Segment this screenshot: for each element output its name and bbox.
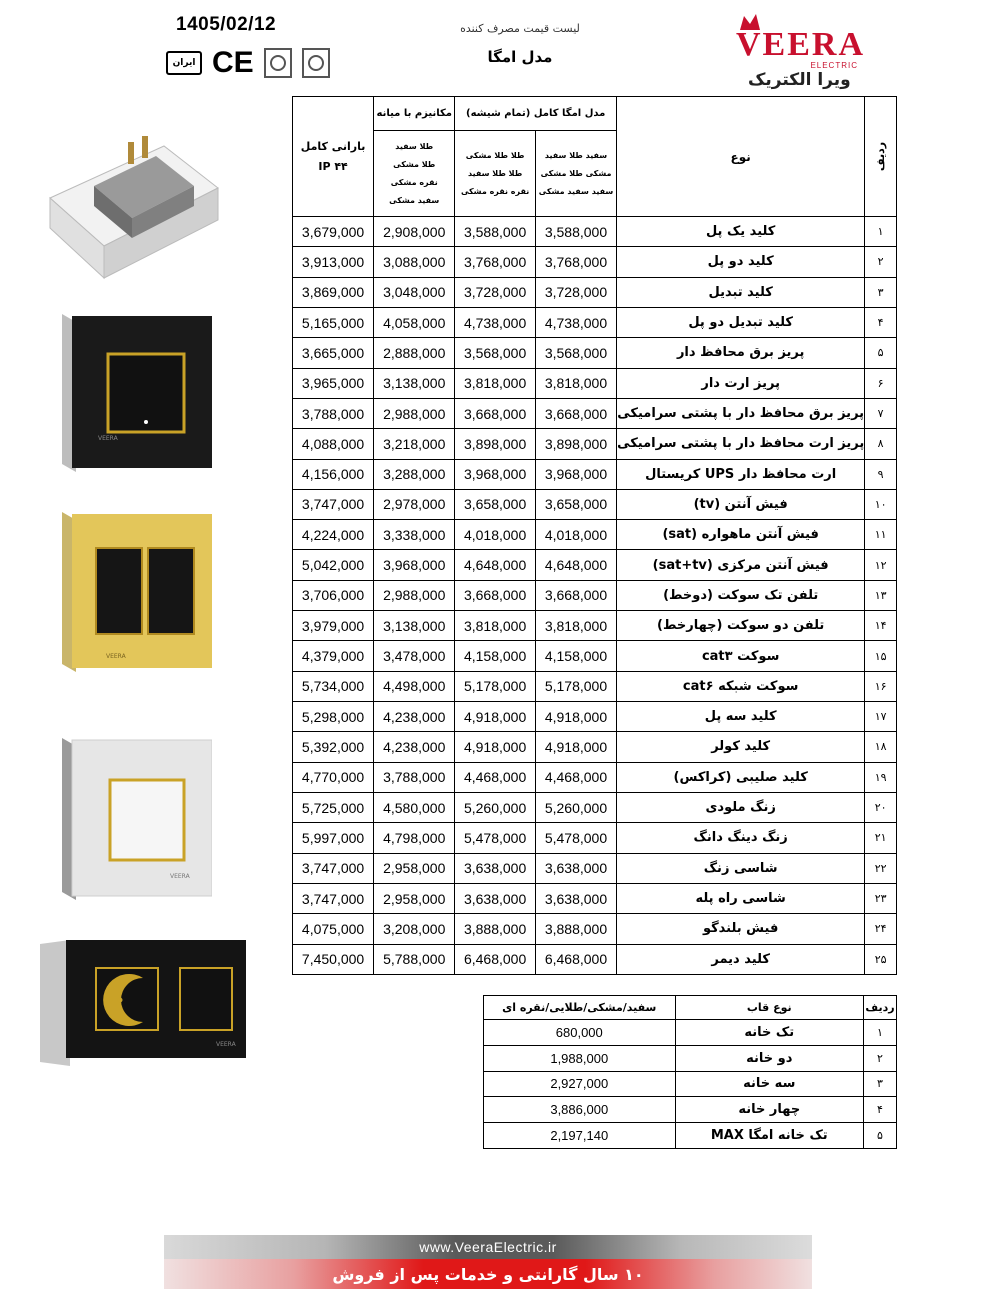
price-omega-1: 3,818,000 (535, 368, 616, 398)
table-row (484, 1097, 897, 1123)
price-mechanism: 3,288,000 (374, 459, 455, 489)
price-rain-full: 7,450,000 (293, 944, 374, 974)
price-omega-2: 4,918,000 (455, 732, 536, 762)
table-row (293, 762, 897, 792)
price-omega-1: 3,638,000 (535, 853, 616, 883)
table-row (293, 944, 897, 974)
price-omega-2: 3,638,000 (455, 883, 536, 913)
svg-text:VEERA: VEERA (170, 873, 190, 880)
frame-type-name: دو خانه (675, 1045, 863, 1071)
warranty-slogan: ۱۰ سال گارانتی و خدمات پس از فروش (332, 1264, 644, 1284)
iso-certificate-icon (264, 48, 292, 78)
frame-row-index: ۲ (863, 1045, 896, 1071)
price-omega-2: 3,638,000 (455, 853, 536, 883)
model-title: مدل امگا (487, 48, 553, 66)
product-name: تلفن تک سوکت (دوخط) (617, 580, 865, 610)
price-omega-2: 4,918,000 (455, 702, 536, 732)
product-name: کلید تبدیل (617, 277, 865, 307)
frame-header-index: ردیف (863, 996, 896, 1020)
table-row (293, 914, 897, 944)
price-omega-2: 3,968,000 (455, 459, 536, 489)
mechanism-color-line: سفید مشکی (389, 195, 440, 205)
product-name: پریز ارت دار (617, 368, 865, 398)
price-mechanism: 2,988,000 (374, 398, 455, 428)
frame-type-name: تک خانه (675, 1020, 863, 1046)
price-rain-full: 5,165,000 (293, 307, 374, 337)
product-name: کلید یک پل (617, 217, 865, 247)
row-index: ۲۵ (865, 944, 897, 974)
frame-type-name: تک خانه امگا MAX (675, 1123, 863, 1149)
price-omega-1: 3,668,000 (535, 398, 616, 428)
price-omega-2: 3,668,000 (455, 580, 536, 610)
product-name: پریز ارت محافظ دار با پشتی سرامیکی (617, 429, 865, 459)
price-mechanism: 2,978,000 (374, 489, 455, 519)
row-index: ۱۳ (865, 580, 897, 610)
svg-text:VEERA: VEERA (98, 435, 118, 442)
table-row (293, 429, 897, 459)
price-omega-1: 5,178,000 (535, 671, 616, 701)
price-omega-2: 3,898,000 (455, 429, 536, 459)
row-index: ۱۱ (865, 520, 897, 550)
omega-color-line: سفید سفید مشکی (538, 186, 614, 196)
table-row (484, 1123, 897, 1149)
price-omega-1: 3,968,000 (535, 459, 616, 489)
row-index: ۳ (865, 277, 897, 307)
price-omega-1: 4,468,000 (535, 762, 616, 792)
table-row (293, 732, 897, 762)
price-mechanism: 3,218,000 (374, 429, 455, 459)
frame-row-index: ۳ (863, 1071, 896, 1097)
logo-persian-text: ویرا الکتریک (748, 70, 851, 90)
header-index (865, 97, 897, 217)
frame-row-index: ۵ (863, 1123, 896, 1149)
price-rain-full: 3,869,000 (293, 277, 374, 307)
omega-color-line: سفید طلا سفید (544, 150, 608, 160)
row-index: ۵ (865, 338, 897, 368)
product-name: پریز برق محافظ دار با پشتی سرامیکی (617, 398, 865, 428)
price-omega-2: 3,768,000 (455, 247, 536, 277)
price-omega-1: 3,768,000 (535, 247, 616, 277)
product-name: کلید تبدیل دو پل (617, 307, 865, 337)
omega-price-table (292, 96, 897, 975)
row-index: ۶ (865, 368, 897, 398)
price-mechanism: 2,958,000 (374, 853, 455, 883)
price-omega-1: 4,018,000 (535, 520, 616, 550)
price-rain-full: 3,965,000 (293, 368, 374, 398)
price-rain-full: 3,747,000 (293, 489, 374, 519)
price-omega-2: 3,728,000 (455, 277, 536, 307)
table-row (293, 550, 897, 580)
frame-type-name: سه خانه (675, 1071, 863, 1097)
header-type: نوع (617, 97, 865, 217)
price-omega-1: 4,918,000 (535, 732, 616, 762)
row-index: ۲۱ (865, 823, 897, 853)
price-omega-2: 3,818,000 (455, 611, 536, 641)
price-omega-2: 3,668,000 (455, 398, 536, 428)
product-name: کلید دیمر (617, 944, 865, 974)
price-rain-full: 3,706,000 (293, 580, 374, 610)
price-mechanism: 3,138,000 (374, 368, 455, 398)
row-index: ۹ (865, 459, 897, 489)
price-omega-1: 3,658,000 (535, 489, 616, 519)
price-rain-full: 4,156,000 (293, 459, 374, 489)
logo-brand-text: VEERA (736, 26, 866, 63)
omega-color-line: طلا طلا مشکی (465, 150, 525, 160)
price-mechanism: 4,238,000 (374, 702, 455, 732)
footer-url-bar (164, 1235, 812, 1259)
frame-price-table (483, 995, 897, 1149)
price-rain-full: 5,997,000 (293, 823, 374, 853)
price-mechanism: 4,798,000 (374, 823, 455, 853)
price-omega-2: 3,818,000 (455, 368, 536, 398)
price-mechanism: 3,338,000 (374, 520, 455, 550)
frame-type-name: چهار خانه (675, 1097, 863, 1123)
table-row (293, 792, 897, 822)
header-index-label: ردیف (874, 141, 888, 172)
product-name: شاسی زنگ (617, 853, 865, 883)
row-index: ۱ (865, 217, 897, 247)
table-row (293, 217, 897, 247)
price-rain-full: 3,665,000 (293, 338, 374, 368)
table-row (293, 398, 897, 428)
price-mechanism: 2,958,000 (374, 883, 455, 913)
header-omega-colors-2 (455, 131, 536, 217)
row-index: ۱۴ (865, 611, 897, 641)
product-name: فیش آنتن مرکزی (sat+tv) (617, 550, 865, 580)
ukas-certificate-icon (302, 48, 330, 78)
table-row (293, 338, 897, 368)
price-omega-1: 3,638,000 (535, 883, 616, 913)
mechanism-color-line: طلا مشکی (393, 159, 436, 169)
table-row (293, 277, 897, 307)
price-rain-full: 4,379,000 (293, 641, 374, 671)
iran-standard-mark: ایران (166, 51, 202, 75)
price-mechanism: 3,478,000 (374, 641, 455, 671)
price-omega-2: 5,260,000 (455, 792, 536, 822)
row-index: ۴ (865, 307, 897, 337)
header-ip-rating: IP ۴۴ (318, 159, 348, 173)
price-omega-2: 4,738,000 (455, 307, 536, 337)
price-rain-full: 3,679,000 (293, 217, 374, 247)
price-mechanism: 3,138,000 (374, 611, 455, 641)
price-omega-2: 5,478,000 (455, 823, 536, 853)
table-row (484, 1071, 897, 1097)
price-rain-full: 5,725,000 (293, 792, 374, 822)
table-row (293, 520, 897, 550)
website-url: www.VeeraElectric.ir (419, 1239, 557, 1255)
certification-marks (166, 48, 330, 78)
header-mechanism-colors (374, 131, 455, 217)
price-mechanism: 3,208,000 (374, 914, 455, 944)
product-name: فیش آنتن ماهواره (sat) (617, 520, 865, 550)
table-row (293, 671, 897, 701)
price-rain-full: 5,734,000 (293, 671, 374, 701)
table-row (293, 459, 897, 489)
black-single-switch-image (62, 314, 212, 472)
price-omega-2: 3,888,000 (455, 914, 536, 944)
svg-text:VEERA: VEERA (106, 653, 126, 660)
price-mechanism: 3,088,000 (374, 247, 455, 277)
price-omega-1: 4,918,000 (535, 702, 616, 732)
header-rain-full-label: بارانی کامل (300, 139, 366, 153)
price-omega-1: 3,588,000 (535, 217, 616, 247)
row-index: ۸ (865, 429, 897, 459)
veera-logo (730, 12, 866, 90)
black-dimmer-switch-image (40, 940, 246, 1066)
table-row (293, 883, 897, 913)
table-row (293, 702, 897, 732)
price-mechanism: 2,888,000 (374, 338, 455, 368)
price-mechanism: 4,498,000 (374, 671, 455, 701)
row-index: ۱۶ (865, 671, 897, 701)
price-omega-2: 4,648,000 (455, 550, 536, 580)
frame-row-index: ۴ (863, 1097, 896, 1123)
table-row (293, 580, 897, 610)
frame-price: 2,927,000 (484, 1071, 676, 1097)
price-rain-full: 4,088,000 (293, 429, 374, 459)
mechanism-color-line: نقره مشکی (390, 177, 438, 187)
price-mechanism: 5,788,000 (374, 944, 455, 974)
footer-slogan-bar (164, 1259, 812, 1289)
price-omega-2: 4,468,000 (455, 762, 536, 792)
product-name: کلید سه پل (617, 702, 865, 732)
price-omega-1: 3,568,000 (535, 338, 616, 368)
price-rain-full: 4,075,000 (293, 914, 374, 944)
product-name: فیش بلندگو (617, 914, 865, 944)
white-single-switch-image (62, 738, 212, 900)
price-omega-2: 4,158,000 (455, 641, 536, 671)
row-index: ۱۵ (865, 641, 897, 671)
price-mechanism: 3,968,000 (374, 550, 455, 580)
omega-color-line: مشکی طلا مشکی (540, 168, 612, 178)
row-index: ۱۰ (865, 489, 897, 519)
price-rain-full: 3,747,000 (293, 853, 374, 883)
table-row (293, 641, 897, 671)
price-omega-1: 3,668,000 (535, 580, 616, 610)
price-omega-2: 6,468,000 (455, 944, 536, 974)
omega-color-line: طلا طلا سفید (467, 168, 523, 178)
price-omega-1: 5,478,000 (535, 823, 616, 853)
mechanism-color-line: طلا سفید (395, 141, 434, 151)
product-name: ارت محافظ دار UPS کریستال (617, 459, 865, 489)
price-omega-1: 3,818,000 (535, 611, 616, 641)
row-index: ۱۸ (865, 732, 897, 762)
price-omega-2: 3,568,000 (455, 338, 536, 368)
row-index: ۲۴ (865, 914, 897, 944)
price-rain-full: 3,747,000 (293, 883, 374, 913)
product-name: تلفن دو سوکت (چهارخط) (617, 611, 865, 641)
product-name: سوکت شبکه cat۶ (617, 671, 865, 701)
table-row (293, 307, 897, 337)
mechanism-product-image (44, 128, 220, 288)
row-index: ۱۲ (865, 550, 897, 580)
price-omega-1: 3,728,000 (535, 277, 616, 307)
price-rain-full: 4,224,000 (293, 520, 374, 550)
frame-header-type: نوع قاب (675, 996, 863, 1020)
table-row (293, 823, 897, 853)
product-name: شاسی راه پله (617, 883, 865, 913)
price-list-date: 1405/02/12 (176, 14, 277, 35)
price-omega-2: 3,588,000 (455, 217, 536, 247)
svg-text:VEERA: VEERA (216, 1041, 236, 1048)
price-rain-full: 3,979,000 (293, 611, 374, 641)
table-row (293, 489, 897, 519)
row-index: ۲ (865, 247, 897, 277)
table-row (484, 1020, 897, 1046)
price-omega-1: 4,648,000 (535, 550, 616, 580)
price-mechanism: 3,788,000 (374, 762, 455, 792)
product-name: زنگ دینگ دانگ (617, 823, 865, 853)
price-mechanism: 4,580,000 (374, 792, 455, 822)
price-rain-full: 5,392,000 (293, 732, 374, 762)
row-index: ۷ (865, 398, 897, 428)
frame-price: 3,886,000 (484, 1097, 676, 1123)
frame-header-colors: سفید/مشکی/طلایی/نقره ای (484, 996, 676, 1020)
frame-price: 2,197,140 (484, 1123, 676, 1149)
price-mechanism: 2,908,000 (374, 217, 455, 247)
footer-banner (164, 1235, 812, 1289)
row-index: ۱۷ (865, 702, 897, 732)
price-omega-2: 4,018,000 (455, 520, 536, 550)
table-row (293, 611, 897, 641)
row-index: ۲۳ (865, 883, 897, 913)
product-name: فیش آنتن (tv) (617, 489, 865, 519)
price-mechanism: 4,238,000 (374, 732, 455, 762)
ce-mark: CE (212, 46, 254, 79)
table-row (293, 368, 897, 398)
frame-table-body (484, 1020, 897, 1149)
table-row (293, 853, 897, 883)
row-index: ۲۰ (865, 792, 897, 822)
product-name: پریز برق محافظ دار (617, 338, 865, 368)
price-omega-1: 4,738,000 (535, 307, 616, 337)
price-omega-1: 3,888,000 (535, 914, 616, 944)
omega-color-line: نقره نقره مشکی (460, 186, 530, 196)
product-name: کلید صلیبی (کراکس) (617, 762, 865, 792)
price-omega-1: 5,260,000 (535, 792, 616, 822)
header-omega-colors-1 (535, 131, 616, 217)
price-omega-2: 5,178,000 (455, 671, 536, 701)
logo-sub-text: ELECTRIC (810, 61, 858, 70)
row-index: ۱۹ (865, 762, 897, 792)
row-index: ۲۲ (865, 853, 897, 883)
gold-double-switch-image (62, 512, 212, 672)
price-rain-full: 3,788,000 (293, 398, 374, 428)
price-mechanism: 2,988,000 (374, 580, 455, 610)
price-mechanism: 4,058,000 (374, 307, 455, 337)
frame-price: 1,988,000 (484, 1045, 676, 1071)
price-table-body (293, 217, 897, 975)
product-name: کلید کولر (617, 732, 865, 762)
product-name: سوکت cat۳ (617, 641, 865, 671)
price-rain-full: 5,042,000 (293, 550, 374, 580)
product-name: کلید دو پل (617, 247, 865, 277)
price-rain-full: 5,298,000 (293, 702, 374, 732)
frame-row-index: ۱ (863, 1020, 896, 1046)
price-omega-1: 6,468,000 (535, 944, 616, 974)
price-omega-1: 3,898,000 (535, 429, 616, 459)
table-row (293, 247, 897, 277)
header-mechanism: مکانیزم با میانه (374, 97, 455, 131)
product-name: زنگ ملودی (617, 792, 865, 822)
price-rain-full: 4,770,000 (293, 762, 374, 792)
header-omega-group: مدل امگا کامل (تمام شیشه) (455, 97, 617, 131)
price-omega-1: 4,158,000 (535, 641, 616, 671)
frame-price: 680,000 (484, 1020, 676, 1046)
price-mechanism: 3,048,000 (374, 277, 455, 307)
price-list-subtitle: لیست قیمت مصرف کننده (460, 22, 580, 35)
price-omega-2: 3,658,000 (455, 489, 536, 519)
header-rain-full (293, 97, 374, 217)
price-rain-full: 3,913,000 (293, 247, 374, 277)
table-row (484, 1045, 897, 1071)
